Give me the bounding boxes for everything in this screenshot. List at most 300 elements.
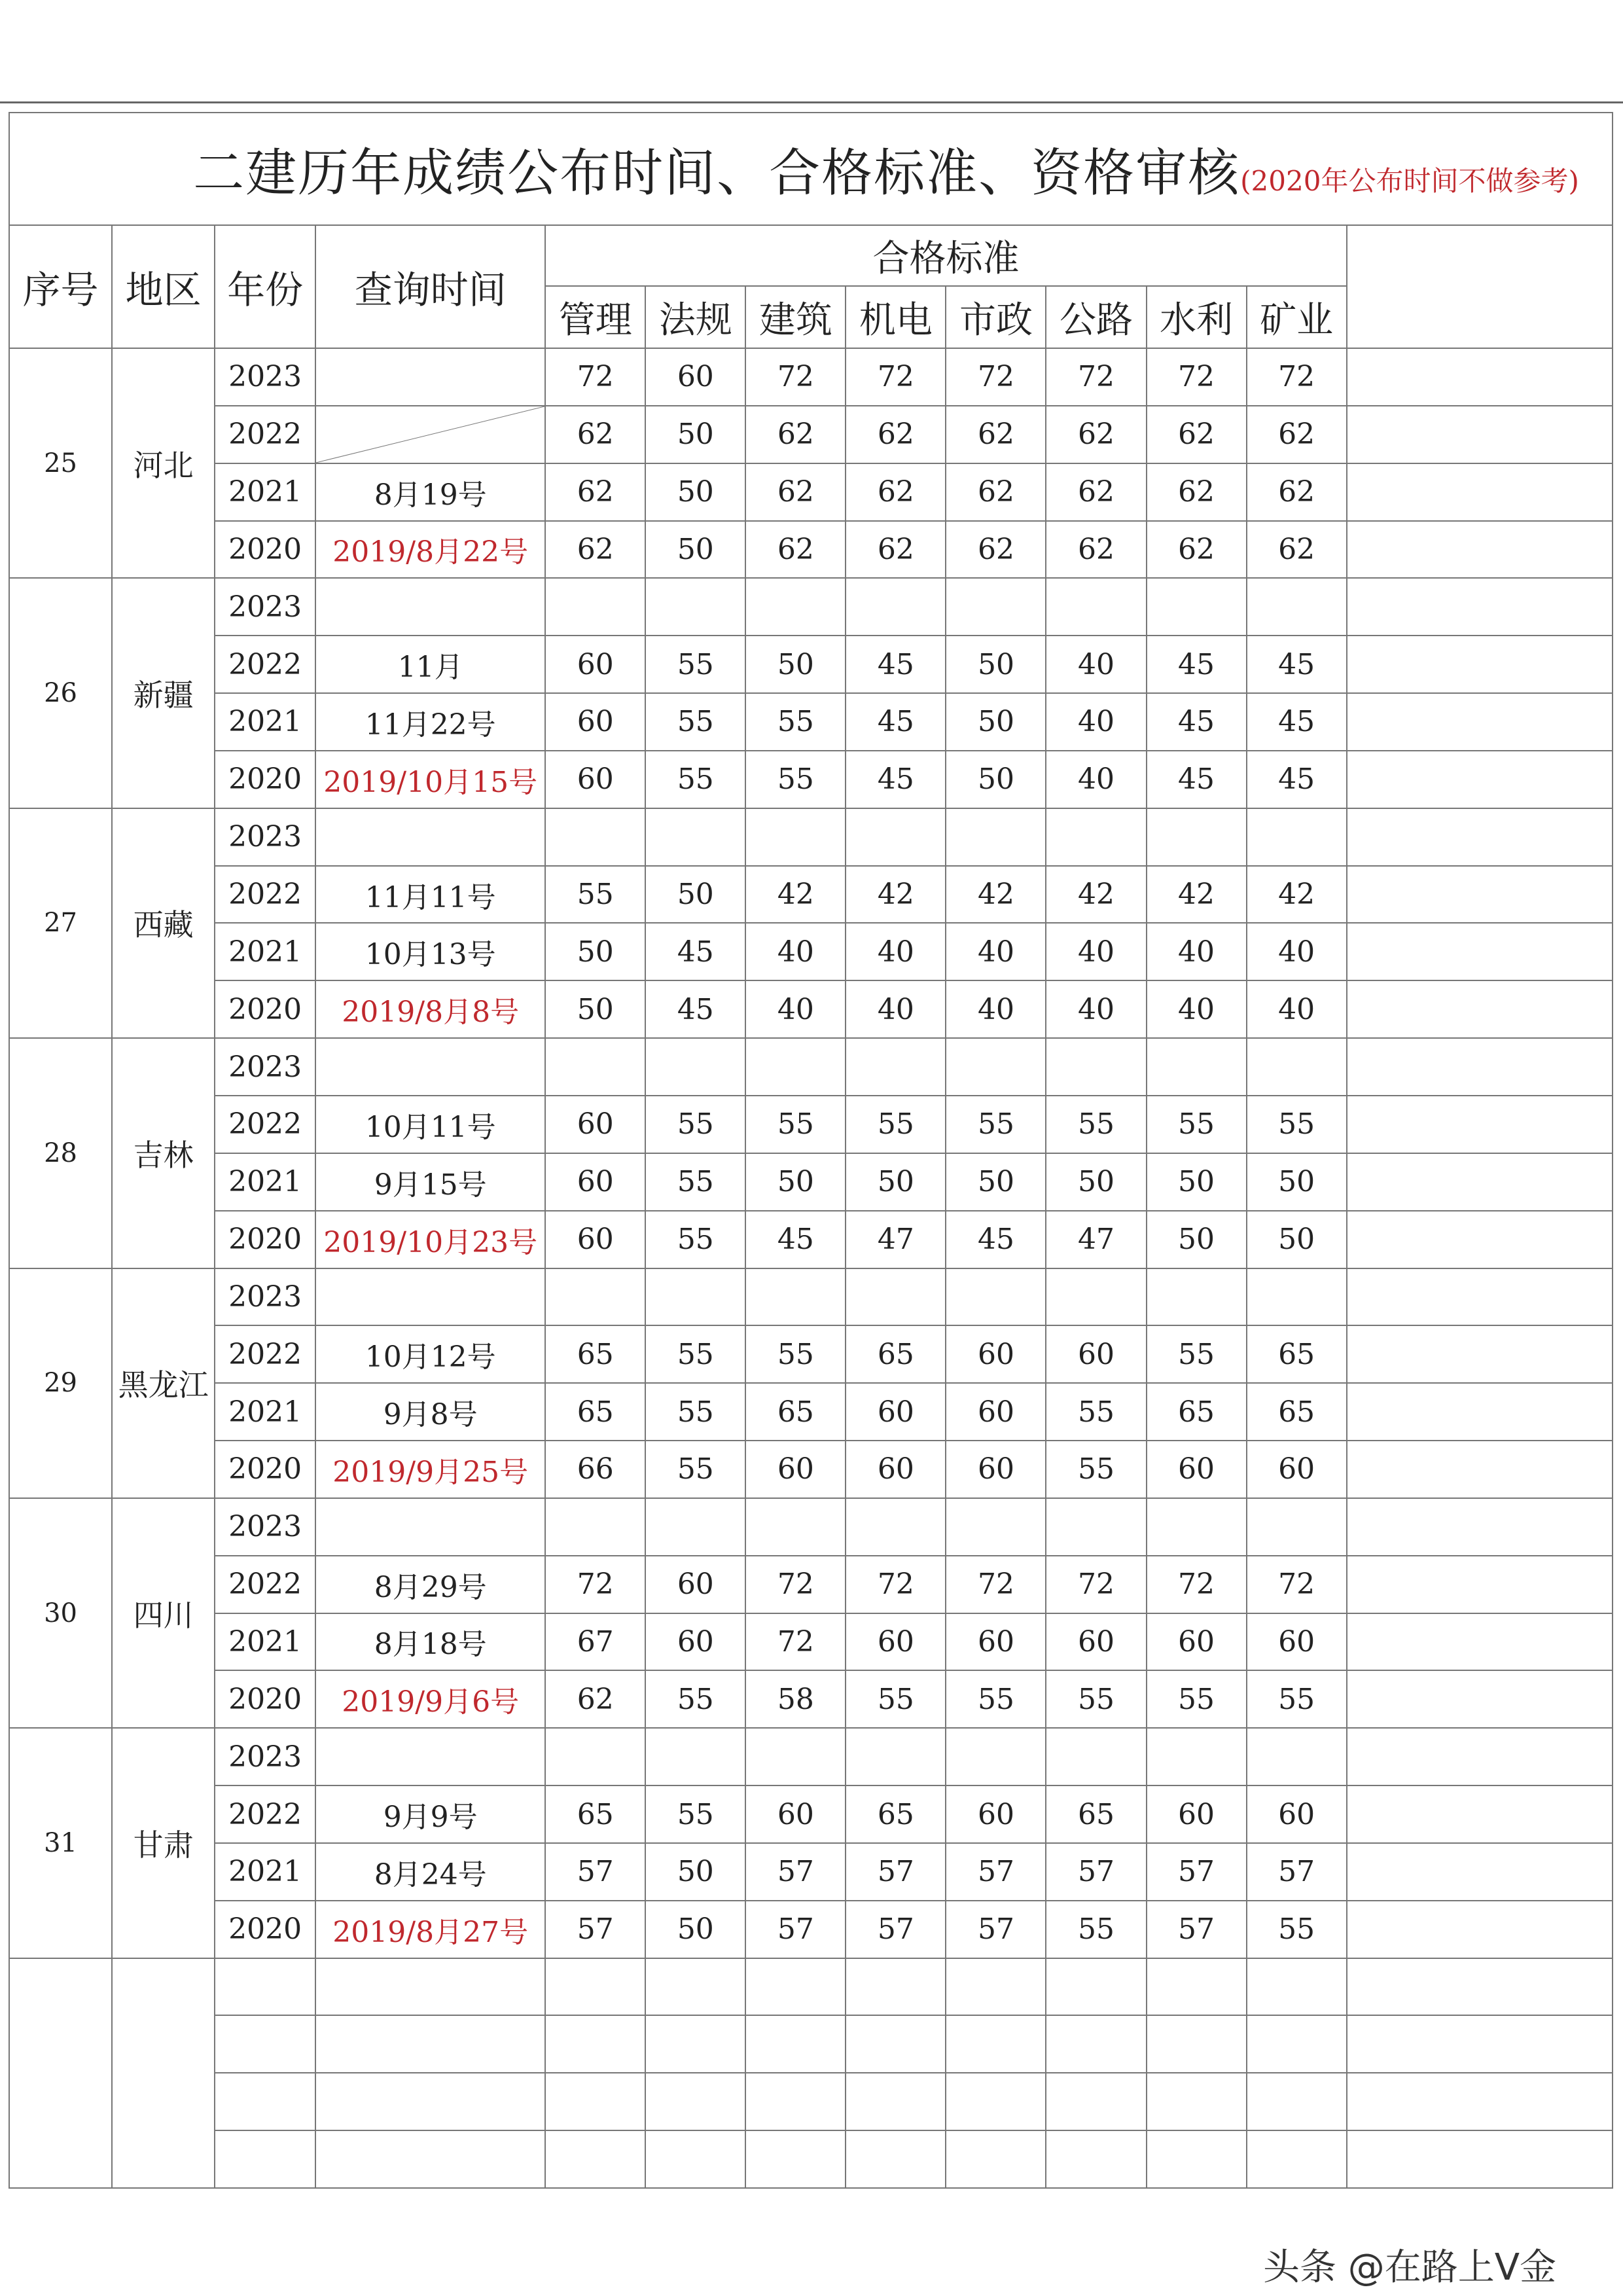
table-row [9,463,1613,521]
score-cell [1046,808,1146,866]
empty-cell [946,2130,1046,2188]
score-cell: 65 [745,1383,846,1441]
extra-cell [1347,1728,1613,1785]
score-cell: 57 [1147,1843,1247,1901]
score-cell: 65 [1147,1383,1247,1441]
year-cell: 2023 [215,1728,315,1785]
extra-cell [1347,1441,1613,1498]
year-cell: 2023 [215,1268,315,1326]
table-body [9,348,1613,2188]
table-row [9,406,1613,463]
seq-cell: 31 [9,1728,112,1958]
empty-row [9,1958,1613,2016]
table-row [9,1901,1613,1958]
diagonal-slash [316,406,544,463]
score-cell: 66 [545,1441,645,1498]
title-note: (2020年公布时间不做参考) [1240,165,1579,197]
score-cell [846,1038,946,1096]
score-cell: 72 [1147,1556,1247,1613]
seq-cell: 30 [9,1498,112,1728]
table-row [9,1728,1613,1785]
header-region: 地区 [112,225,215,348]
score-cell: 55 [1046,1383,1146,1441]
year-cell: 2020 [215,980,315,1038]
score-cell [1247,1728,1347,1785]
score-cell: 72 [1046,1556,1146,1613]
score-cell: 72 [1046,348,1146,406]
score-cell: 40 [1247,980,1347,1038]
score-cell: 72 [846,348,946,406]
extra-cell [1347,1556,1613,1613]
score-cell [1247,808,1347,866]
year-cell: 2022 [215,1096,315,1153]
header-year: 年份 [215,225,315,348]
score-cell: 55 [645,1211,745,1268]
score-cell: 67 [545,1613,645,1671]
score-cell: 62 [946,463,1046,521]
score-cell [545,578,645,636]
empty-cell [1247,2130,1347,2188]
empty-cell [1247,2073,1347,2130]
score-cell: 55 [745,751,846,808]
extra-cell [1347,1613,1613,1671]
empty-cell [545,2073,645,2130]
score-cell: 50 [645,866,745,924]
score-cell: 62 [846,463,946,521]
score-cell: 55 [645,1670,745,1728]
extra-cell [1347,1096,1613,1153]
header-subject: 矿业 [1247,286,1347,348]
empty-row [9,2015,1613,2073]
score-cell: 62 [1147,406,1247,463]
score-cell: 55 [745,693,846,751]
score-cell: 57 [545,1901,645,1958]
score-cell: 50 [645,406,745,463]
score-cell: 40 [846,923,946,980]
score-cell: 72 [745,1556,846,1613]
query-date-cell: 8月29号 [315,1556,545,1613]
year-cell: 2020 [215,1670,315,1728]
region-cell: 黑龙江 [112,1268,215,1498]
extra-cell [1347,578,1613,636]
table-row [9,1096,1613,1153]
extra-cell [1347,463,1613,521]
empty-cell [1046,2073,1146,2130]
score-cell: 47 [1046,1211,1146,1268]
score-cell: 50 [946,1153,1046,1211]
score-cell [645,1728,745,1785]
table-row [9,1268,1613,1326]
query-date-cell [315,1038,545,1096]
score-cell: 60 [846,1441,946,1498]
score-table [9,112,1613,2189]
query-date-cell: 8月18号 [315,1613,545,1671]
query-date-cell: 2019/9月25号 [315,1441,545,1498]
score-cell [545,1038,645,1096]
score-cell: 60 [1247,1613,1347,1671]
extra-cell [1347,636,1613,693]
score-cell: 45 [1247,636,1347,693]
empty-cell [1147,2015,1247,2073]
score-cell: 45 [1247,751,1347,808]
score-cell: 50 [1147,1153,1247,1211]
page-top-rule [0,101,1623,103]
score-cell: 60 [1046,1613,1146,1671]
score-cell [946,1728,1046,1785]
score-cell [1046,1038,1146,1096]
score-cell: 65 [545,1785,645,1843]
score-cell: 65 [1046,1785,1146,1843]
empty-cell [1046,2015,1146,2073]
score-cell: 45 [846,693,946,751]
score-cell: 50 [946,693,1046,751]
score-cell [846,578,946,636]
empty-cell [215,2130,315,2188]
score-cell [1147,1498,1247,1556]
score-cell [946,578,1046,636]
score-cell: 57 [1147,1901,1247,1958]
extra-cell [1347,693,1613,751]
score-cell: 50 [645,463,745,521]
empty-cell [946,2015,1046,2073]
extra-cell [1347,1901,1613,1958]
score-cell: 62 [745,463,846,521]
score-cell: 55 [1147,1670,1247,1728]
header-subject: 管理 [545,286,645,348]
extra-cell [1347,1211,1613,1268]
seq-cell: 27 [9,808,112,1038]
score-cell: 50 [846,1153,946,1211]
table-row [9,1038,1613,1096]
empty-cell [315,2073,545,2130]
score-cell: 62 [1147,521,1247,579]
year-cell: 2022 [215,406,315,463]
table-row [9,1670,1613,1728]
score-cell: 55 [1247,1096,1347,1153]
score-cell [745,578,846,636]
score-cell: 55 [1147,1325,1247,1383]
score-cell: 57 [846,1901,946,1958]
score-cell: 45 [1147,751,1247,808]
empty-cell [315,2015,545,2073]
score-cell: 65 [1247,1325,1347,1383]
year-cell: 2020 [215,1441,315,1498]
score-cell: 60 [1247,1785,1347,1843]
score-cell: 55 [645,1325,745,1383]
score-cell: 45 [645,980,745,1038]
seq-cell: 25 [9,348,112,578]
table-row [9,348,1613,406]
empty-cell [1347,2130,1613,2188]
score-cell: 65 [545,1325,645,1383]
score-cell: 55 [645,1096,745,1153]
empty-cell [745,2015,846,2073]
score-cell [946,808,1046,866]
score-cell: 57 [745,1843,846,1901]
header-subject: 法规 [645,286,745,348]
score-cell: 72 [1247,348,1347,406]
extra-cell [1347,1785,1613,1843]
empty-seq-cell [9,1958,112,2188]
score-cell: 40 [1046,693,1146,751]
empty-cell [745,2073,846,2130]
year-cell: 2022 [215,866,315,924]
year-cell: 2021 [215,1153,315,1211]
extra-cell [1347,1383,1613,1441]
score-cell: 60 [946,1325,1046,1383]
score-cell: 72 [946,348,1046,406]
header-standard-group: 合格标准 [545,225,1346,286]
header-subject: 市政 [946,286,1046,348]
empty-cell [545,1958,645,2016]
score-cell [1147,578,1247,636]
extra-cell [1347,1153,1613,1211]
score-cell: 42 [1147,866,1247,924]
score-cell: 50 [946,751,1046,808]
score-cell: 50 [745,636,846,693]
score-cell: 45 [946,1211,1046,1268]
score-cell: 62 [1046,521,1146,579]
score-cell [645,1498,745,1556]
query-date-cell [315,406,545,463]
year-cell: 2022 [215,1785,315,1843]
score-cell: 72 [846,1556,946,1613]
score-cell [545,1728,645,1785]
score-cell: 65 [1247,1383,1347,1441]
score-cell: 42 [1046,866,1146,924]
score-cell: 60 [645,348,745,406]
year-cell: 2020 [215,1901,315,1958]
score-cell [745,1728,846,1785]
score-cell: 55 [1046,1670,1146,1728]
score-cell: 40 [745,980,846,1038]
table-row [9,1383,1613,1441]
score-cell: 45 [846,751,946,808]
score-cell: 62 [1046,406,1146,463]
score-cell [1046,1498,1146,1556]
score-cell: 60 [946,1441,1046,1498]
score-cell [745,1498,846,1556]
query-date-cell: 11月11号 [315,866,545,924]
empty-region-cell [112,1958,215,2188]
empty-cell [315,2130,545,2188]
score-cell: 72 [545,348,645,406]
score-cell: 45 [1147,636,1247,693]
year-cell: 2020 [215,1211,315,1268]
query-date-cell [315,578,545,636]
extra-cell [1347,1325,1613,1383]
query-date-cell [315,348,545,406]
query-date-cell: 10月11号 [315,1096,545,1153]
score-cell: 40 [846,980,946,1038]
score-cell [1147,1038,1247,1096]
score-cell [946,1268,1046,1326]
query-date-cell: 9月9号 [315,1785,545,1843]
year-cell: 2020 [215,751,315,808]
table-row [9,1441,1613,1498]
score-cell: 57 [1046,1843,1146,1901]
score-cell: 62 [745,521,846,579]
year-cell: 2020 [215,521,315,579]
score-cell: 60 [645,1613,745,1671]
score-cell: 47 [846,1211,946,1268]
empty-cell [1147,2130,1247,2188]
empty-cell [846,2130,946,2188]
score-cell: 55 [1247,1670,1347,1728]
query-date-cell: 2019/8月8号 [315,980,545,1038]
score-cell: 42 [745,866,846,924]
score-cell: 55 [1046,1096,1146,1153]
score-cell: 42 [846,866,946,924]
extra-cell [1347,1670,1613,1728]
year-cell: 2021 [215,1383,315,1441]
score-cell [846,808,946,866]
query-date-cell: 10月12号 [315,1325,545,1383]
score-cell [846,1268,946,1326]
extra-cell [1347,866,1613,924]
table-row [9,1785,1613,1843]
year-cell: 2023 [215,578,315,636]
title-cell [9,113,1613,225]
score-cell: 62 [946,521,1046,579]
score-cell: 60 [1147,1441,1247,1498]
year-cell: 2023 [215,1038,315,1096]
score-cell: 57 [846,1843,946,1901]
score-cell: 72 [946,1556,1046,1613]
score-cell [1147,808,1247,866]
extra-cell [1347,1498,1613,1556]
score-cell: 60 [745,1441,846,1498]
score-cell: 40 [1147,980,1247,1038]
query-date-cell: 11月22号 [315,693,545,751]
score-cell: 58 [745,1670,846,1728]
score-cell [1046,1268,1146,1326]
score-cell: 55 [1046,1441,1146,1498]
score-cell: 45 [1147,693,1247,751]
score-cell: 60 [545,693,645,751]
score-cell [745,1038,846,1096]
extra-cell [1347,923,1613,980]
score-cell: 57 [1247,1843,1347,1901]
table-row [9,521,1613,579]
empty-cell [1147,1958,1247,2016]
score-cell: 40 [1247,923,1347,980]
empty-row [9,2130,1613,2188]
query-date-cell: 2019/9月6号 [315,1670,545,1728]
score-cell: 60 [745,1785,846,1843]
score-cell: 57 [946,1901,1046,1958]
score-cell: 65 [846,1785,946,1843]
table-row [9,578,1613,636]
score-cell: 57 [745,1901,846,1958]
header-subject: 水利 [1147,286,1247,348]
region-cell: 河北 [112,348,215,578]
score-cell: 55 [745,1096,846,1153]
extra-cell [1347,1268,1613,1326]
empty-cell [1347,1958,1613,2016]
score-cell: 40 [946,980,1046,1038]
seq-cell: 29 [9,1268,112,1498]
score-cell [846,1728,946,1785]
empty-cell [645,2073,745,2130]
score-cell [1247,1038,1347,1096]
query-date-cell: 9月15号 [315,1153,545,1211]
extra-cell [1347,1038,1613,1096]
score-cell: 40 [1046,923,1146,980]
score-cell: 60 [545,1096,645,1153]
table-row [9,636,1613,693]
table-row [9,1325,1613,1383]
extra-cell [1347,808,1613,866]
empty-cell [946,1958,1046,2016]
empty-cell [1347,2015,1613,2073]
score-cell: 60 [946,1785,1046,1843]
score-cell: 50 [645,1901,745,1958]
score-cell: 60 [946,1383,1046,1441]
region-cell: 四川 [112,1498,215,1728]
empty-cell [1147,2073,1247,2130]
empty-cell [846,1958,946,2016]
score-cell: 55 [846,1670,946,1728]
score-cell: 50 [545,980,645,1038]
year-cell: 2023 [215,348,315,406]
extra-cell [1347,1843,1613,1901]
extra-cell [1347,406,1613,463]
year-cell: 2022 [215,1556,315,1613]
score-cell: 50 [545,923,645,980]
score-cell: 62 [545,1670,645,1728]
score-cell: 50 [1247,1153,1347,1211]
empty-cell [745,1958,846,2016]
score-cell [645,1038,745,1096]
header-query-time: 查询时间 [315,225,545,348]
query-date-cell: 8月19号 [315,463,545,521]
score-cell: 55 [1147,1096,1247,1153]
header-subject: 公路 [1046,286,1146,348]
score-cell [745,808,846,866]
score-cell [1147,1268,1247,1326]
score-cell: 55 [645,1785,745,1843]
score-cell: 60 [1247,1441,1347,1498]
empty-cell [1247,1958,1347,2016]
empty-cell [946,2073,1046,2130]
year-cell: 2022 [215,1325,315,1383]
table-row [9,693,1613,751]
score-cell [1046,578,1146,636]
score-cell: 60 [645,1556,745,1613]
score-cell: 55 [545,866,645,924]
score-cell: 55 [745,1325,846,1383]
empty-cell [215,2015,315,2073]
score-cell: 57 [946,1843,1046,1901]
empty-cell [846,2073,946,2130]
empty-cell [215,2073,315,2130]
table-row [9,1843,1613,1901]
table-row [9,751,1613,808]
year-cell: 2021 [215,463,315,521]
score-cell: 40 [1046,636,1146,693]
score-cell: 45 [745,1211,846,1268]
year-cell: 2022 [215,636,315,693]
query-date-cell [315,1268,545,1326]
score-cell: 60 [545,1211,645,1268]
score-cell: 62 [946,406,1046,463]
empty-cell [745,2130,846,2188]
extra-cell [1347,348,1613,406]
year-cell: 2023 [215,1498,315,1556]
region-cell: 吉林 [112,1038,215,1268]
score-cell: 60 [946,1613,1046,1671]
